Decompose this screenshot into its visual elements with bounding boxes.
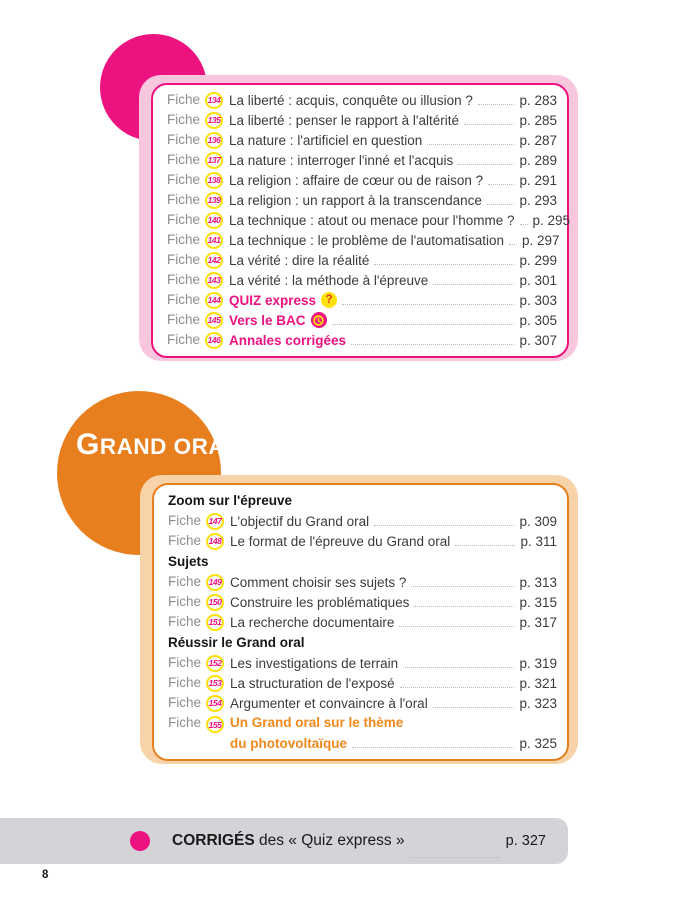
fiche-label: Fiche — [168, 715, 202, 730]
toc-row — [168, 572, 557, 592]
toc-entry-title-block — [230, 713, 557, 753]
toc-row — [167, 110, 557, 130]
toc-entry-page: p. 317 — [519, 614, 557, 630]
grand-oral-title — [76, 426, 239, 466]
toc-entry-page: p. 295 — [532, 212, 571, 228]
toc-row — [168, 693, 557, 713]
fiche-label: Fiche — [168, 675, 202, 690]
fiche-label: Fiche — [168, 614, 202, 629]
fiche-number-badge: 153 — [206, 675, 224, 692]
fiche-number-badge: 134 — [205, 92, 223, 109]
dotted-leader — [433, 707, 515, 708]
toc-entry-page: p. 315 — [519, 594, 557, 610]
toc-row — [167, 250, 557, 270]
fiche-number-badge: 152 — [206, 655, 224, 672]
toc-subheading: Réussir le Grand oral — [168, 635, 305, 650]
fiche-number-badge: 146 — [205, 332, 223, 349]
toc-row — [168, 511, 557, 531]
toc-entry-page: p. 289 — [519, 152, 557, 168]
book-page-number: 8 — [42, 869, 49, 881]
fiche-number-badge: 140 — [205, 212, 223, 229]
fiche-number-badge: 149 — [206, 574, 224, 591]
corriges-bar — [0, 818, 568, 864]
toc-entry-page: p. 287 — [519, 132, 557, 148]
toc-row — [168, 612, 557, 632]
toc-entry-title-line2-row — [230, 733, 557, 753]
toc-row — [167, 330, 557, 350]
fiche-number-badge: 135 — [205, 112, 223, 129]
corriges-label — [172, 832, 405, 850]
toc-row — [167, 130, 557, 150]
dotted-leader — [433, 284, 514, 285]
fiche-label: Fiche — [167, 292, 201, 307]
dotted-leader — [332, 324, 515, 325]
toc-entry-page: p. 307 — [519, 332, 557, 348]
fiche-label: Fiche — [168, 513, 202, 528]
toc-row — [168, 713, 557, 753]
toc-row — [167, 210, 571, 230]
toc-entry-page: p. 309 — [519, 513, 557, 529]
toc-row — [168, 592, 557, 612]
toc-entry-title: Comment choisir ses sujets ? — [230, 574, 407, 590]
dotted-leader — [374, 525, 514, 526]
toc-entry-title: Vers le BAC — [229, 312, 306, 328]
toc-entry-page: p. 311 — [520, 533, 557, 549]
toc-row — [167, 230, 560, 250]
fiche-number-badge: 150 — [206, 594, 224, 611]
toc-entry-page: p. 323 — [519, 695, 557, 711]
fiche-label: Fiche — [167, 92, 201, 107]
fiche-label: Fiche — [167, 312, 201, 327]
toc-entry-page: p. 321 — [519, 675, 557, 691]
toc-entry-title: Annales corrigées — [229, 332, 347, 348]
toc-entry-title: La structuration de l'exposé — [230, 675, 395, 691]
toc-entry-title: La vérité : la méthode à l'épreuve — [229, 272, 429, 288]
toc-entry-title: La vérité : dire la réalité — [229, 252, 370, 268]
dotted-leader — [455, 545, 515, 546]
toc-entry-page: p. 299 — [519, 252, 557, 268]
corriges-page-number: p. 327 — [505, 833, 546, 849]
fiche-label: Fiche — [167, 132, 201, 147]
toc-row — [167, 290, 557, 310]
dotted-leader — [478, 104, 515, 105]
fiche-label: Fiche — [168, 533, 202, 548]
toc-subheading: Zoom sur l'épreuve — [168, 493, 292, 508]
toc-entry-page: p. 297 — [522, 232, 560, 248]
fiche-label: Fiche — [168, 695, 202, 710]
toc-entry-page: p. 305 — [519, 312, 557, 328]
toc-entry-page: p. 325 — [519, 735, 557, 751]
question-icon: ? — [321, 292, 337, 308]
dotted-leader — [399, 626, 514, 627]
toc-entry-title: La liberté : acquis, conquête ou illusion ? — [229, 92, 473, 108]
toc-entry-page: p. 319 — [519, 655, 557, 671]
dotted-leader — [414, 606, 514, 607]
toc-entry-page: p. 303 — [519, 292, 557, 308]
grand-oral-toc-section — [140, 475, 578, 764]
philo-toc-box — [151, 83, 569, 358]
philo-toc-section — [139, 75, 578, 361]
fiche-label: Fiche — [167, 172, 201, 187]
toc-entry-title-line1: Un Grand oral sur le thème — [230, 715, 404, 730]
corriges-label-rest: des « Quiz express » — [254, 832, 405, 849]
fiche-label: Fiche — [168, 574, 202, 589]
toc-row — [167, 90, 557, 110]
toc-entry-title: L'objectif du Grand oral — [230, 513, 370, 529]
fiche-label: Fiche — [167, 152, 201, 167]
clock-icon — [311, 312, 327, 328]
dotted-leader — [488, 184, 514, 185]
fiche-label: Fiche — [167, 212, 201, 227]
dotted-leader — [487, 204, 515, 205]
dotted-leader — [509, 244, 517, 245]
fiche-label: Fiche — [167, 112, 201, 127]
fiche-number-badge: 143 — [205, 272, 223, 289]
toc-entry-title: La technique : atout ou menace pour l'homme ? — [229, 212, 515, 228]
dotted-leader — [410, 857, 501, 858]
fiche-number-badge: 151 — [206, 614, 224, 631]
toc-row — [168, 531, 557, 551]
toc-entry-title: Les investigations de terrain — [230, 655, 399, 671]
fiche-number-badge: 147 — [206, 513, 224, 530]
fiche-label: Fiche — [168, 594, 202, 609]
fiche-number-badge: 154 — [206, 695, 224, 712]
fiche-label: Fiche — [167, 192, 201, 207]
grand-oral-title-initial: G — [76, 428, 100, 461]
fiche-label: Fiche — [168, 655, 202, 670]
toc-entry-page: p. 293 — [519, 192, 557, 208]
toc-row — [168, 653, 557, 673]
toc-entry-page: p. 291 — [519, 172, 557, 188]
dotted-leader — [374, 264, 514, 265]
dotted-leader — [400, 687, 515, 688]
toc-row — [167, 170, 557, 190]
fiche-label: Fiche — [167, 272, 201, 287]
toc-entry-title: La liberté : penser le rapport à l'altérité — [229, 112, 459, 128]
fiche-number-badge: 141 — [205, 232, 223, 249]
fiche-number-badge: 155 — [206, 716, 224, 733]
grand-oral-toc-box — [152, 483, 569, 761]
fiche-number-badge: 148 — [206, 533, 224, 550]
fiche-label: Fiche — [167, 252, 201, 267]
dotted-leader — [458, 164, 514, 165]
fiche-number-badge: 139 — [205, 192, 223, 209]
fiche-number-badge: 145 — [205, 312, 223, 329]
dotted-leader — [351, 344, 514, 345]
fiche-number-badge: 136 — [205, 132, 223, 149]
dotted-leader — [464, 124, 514, 125]
toc-entry-title: QUIZ express — [229, 292, 317, 308]
dotted-leader — [403, 667, 514, 668]
dotted-leader — [342, 304, 514, 305]
toc-entry-title: La nature : interroger l'inné et l'acquis — [229, 152, 454, 168]
fiche-label: Fiche — [167, 332, 201, 347]
toc-entry-title: La recherche documentaire — [230, 614, 395, 630]
toc-entry-title: La nature : l'artificiel en question — [229, 132, 423, 148]
fiche-number-badge: 144 — [205, 292, 223, 309]
toc-row — [167, 150, 557, 170]
grand-oral-title-rest: RAND ORAL — [99, 434, 240, 459]
toc-entry-page: p. 301 — [519, 272, 557, 288]
toc-entry-title: La religion : affaire de cœur ou de raison ? — [229, 172, 484, 188]
toc-entry-title: Argumenter et convaincre à l'oral — [230, 695, 428, 711]
toc-entry-title: La religion : un rapport à la transcendance — [229, 192, 482, 208]
toc-entry-title: La technique : le problème de l'automatisation — [229, 232, 505, 248]
toc-row — [167, 270, 557, 290]
toc-entry-page: p. 285 — [519, 112, 557, 128]
dotted-leader — [352, 747, 514, 748]
toc-subheading: Sujets — [168, 554, 209, 569]
toc-entry-title-line2: du photovoltaïque — [230, 735, 348, 751]
toc-row — [167, 310, 557, 330]
toc-entry-page: p. 283 — [519, 92, 557, 108]
fiche-number-badge: 138 — [205, 172, 223, 189]
fiche-label: Fiche — [167, 232, 201, 247]
dotted-leader — [427, 144, 514, 145]
corriges-label-bold: CORRIGÉS — [172, 832, 255, 849]
toc-entry-title: Le format de l'épreuve du Grand oral — [230, 533, 451, 549]
dotted-leader — [520, 224, 528, 225]
fiche-number-badge: 142 — [205, 252, 223, 269]
toc-entry-page: p. 313 — [519, 574, 557, 590]
toc-row — [168, 673, 557, 693]
toc-entry-title: Construire les problématiques — [230, 594, 410, 610]
toc-row — [167, 190, 557, 210]
bullet-dot-icon — [130, 831, 150, 851]
dotted-leader — [411, 586, 514, 587]
fiche-number-badge: 137 — [205, 152, 223, 169]
